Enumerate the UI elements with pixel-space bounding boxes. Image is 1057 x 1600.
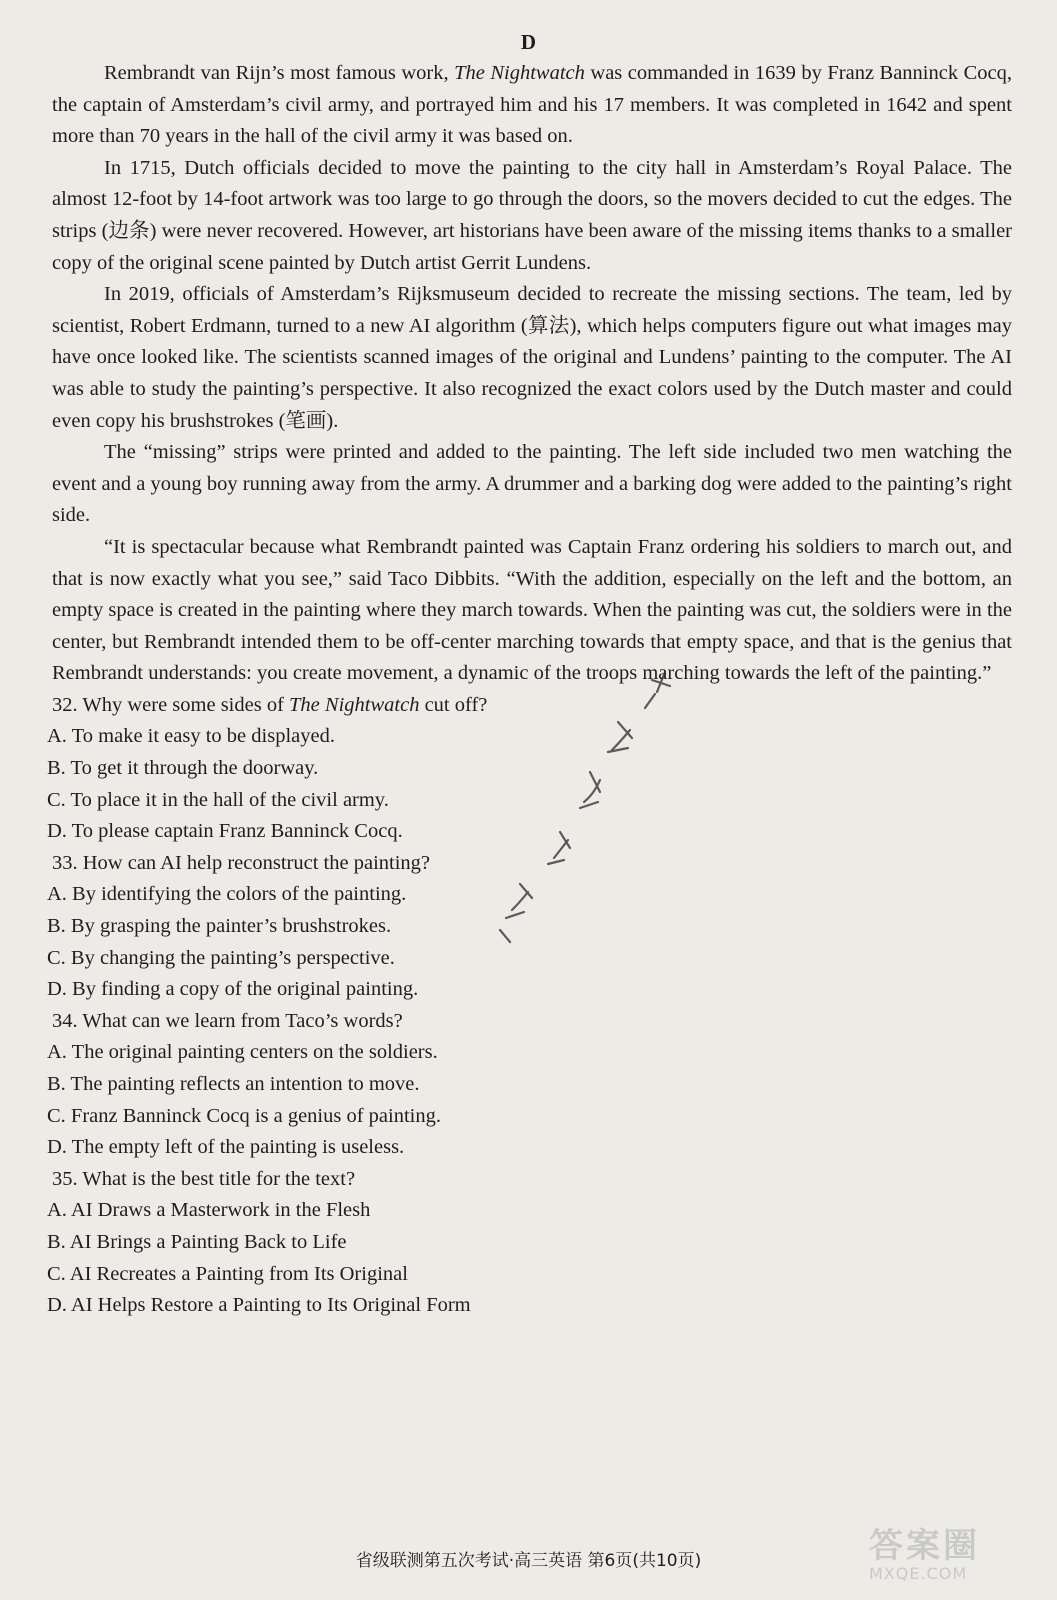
- option-b[interactable]: B. The painting reflects an intention to move.: [47, 1073, 420, 1095]
- passage-and-questions: [47, 58, 1012, 1322]
- option-c[interactable]: C. By changing the painting’s perspective.: [47, 946, 395, 969]
- option-a[interactable]: A. AI Draws a Masterwork in the Flesh: [47, 1199, 371, 1222]
- paragraph-3: In 2019, officials of Amsterdam’s Rijksmuseum decided to recreate the missing sections. The team, led by scientist, Robert Erdmann, turned to a new AI algorithm (算法), which helps computers figure out what images may have once looked like. The scientists scanned images of the original and Lundens’ painting to the computer. The AI was able to study the painting’s perspective. It also recognized the exact colors used by the Dutch master and could even copy his brushstrokes (笔画).: [52, 283, 1012, 432]
- option-d[interactable]: D. AI Helps Restore a Painting to Its Original Form: [47, 1294, 471, 1317]
- option-b[interactable]: B. By grasping the painter’s brushstrokes.: [47, 915, 392, 938]
- question-stem: [52, 690, 1012, 722]
- watermark-url: MXQE.COM: [869, 1564, 968, 1583]
- question-35: [47, 1164, 1012, 1322]
- option-b[interactable]: B. To get it through the doorway.: [47, 757, 319, 780]
- option-a[interactable]: A. By identifying the colors of the painting.: [47, 883, 407, 906]
- painting-title: The Nightwatch: [454, 62, 585, 84]
- option-a[interactable]: A. The original painting centers on the soldiers.: [47, 1041, 438, 1064]
- option-d[interactable]: D. By finding a copy of the original painting.: [47, 978, 419, 1001]
- paragraph-4: The “missing” strips were printed and added to the painting. The left side included two men watching the event and a young boy running away from the army. A drummer and a barking dog were added to the painting’s right side.: [52, 441, 1012, 527]
- page-footer: 省级联测第五次考试·高三英语 第6页(共10页): [355, 1551, 702, 1571]
- question-stem: 33. How can AI help reconstruct the painting?: [52, 851, 430, 874]
- option-c[interactable]: C. AI Recreates a Painting from Its Original: [47, 1262, 408, 1285]
- question-stem: 35. What is the best title for the text?: [52, 1167, 356, 1190]
- option-b[interactable]: B. AI Brings a Painting Back to Life: [47, 1230, 347, 1253]
- site-watermark: [869, 1528, 1039, 1590]
- paragraph-5: “It is spectacular because what Rembrandt painted was Captain Franz ordering his soldiers to march out, and that is now exactly what you see,” said Taco Dibbits. “With the addition, especially on the left and the bottom, an empty space is created in the painting where they march towards. When the painting was cut, the soldiers were in the center, but Rembrandt intended them to be off-center marching towards that empty space, and that is the genius that Rembrandt understands: you create movement, a dynamic of the troops marching towards the left of the painting.”: [52, 535, 1012, 685]
- section-letter: D: [520, 30, 537, 54]
- option-a[interactable]: A. To make it easy to be displayed.: [47, 725, 335, 748]
- option-c[interactable]: C. Franz Banninck Cocq is a genius of painting.: [47, 1104, 441, 1127]
- paragraph-1: [52, 58, 1012, 153]
- option-d[interactable]: D. The empty left of the painting is useless.: [47, 1136, 405, 1159]
- question-34: [47, 1006, 1012, 1164]
- paragraph-1-text-a: Rembrandt van Rijn’s most famous work,: [104, 62, 455, 84]
- question-33: [47, 848, 1012, 1006]
- watermark-logo: 答案圈: [869, 1526, 980, 1566]
- stem-text-end: cut off?: [419, 693, 488, 716]
- paragraph-2: In 1715, Dutch officials decided to move the painting to the city hall in Amsterdam’s Royal Palace. The almost 12-foot by 14-foot artwork was too large to go through the doors, so the movers decided to cut the edges. The strips (边条) were never recovered. However, art historians have been aware of the missing items thanks to a smaller copy of the original scene painted by Dutch artist Gerrit Lundens.: [52, 156, 1012, 274]
- question-32: [47, 690, 1012, 848]
- stem-text: 32. Why were some sides of: [52, 693, 290, 716]
- stem-title: The Nightwatch: [289, 693, 420, 716]
- option-d[interactable]: D. To please captain Franz Banninck Cocq.: [47, 820, 403, 843]
- paragraph-1-text-b: was commanded in 1639 by Franz Banninck Cocq, the captain of Amsterdam’s civil army, and portrayed him and his 17 members. It was completed in 1642 and spent more than 70 years in the hall of the civil army it was based on.: [52, 62, 1012, 148]
- question-stem: 34. What can we learn from Taco’s words?: [52, 1009, 403, 1032]
- option-c[interactable]: C. To place it in the hall of the civil army.: [47, 788, 389, 811]
